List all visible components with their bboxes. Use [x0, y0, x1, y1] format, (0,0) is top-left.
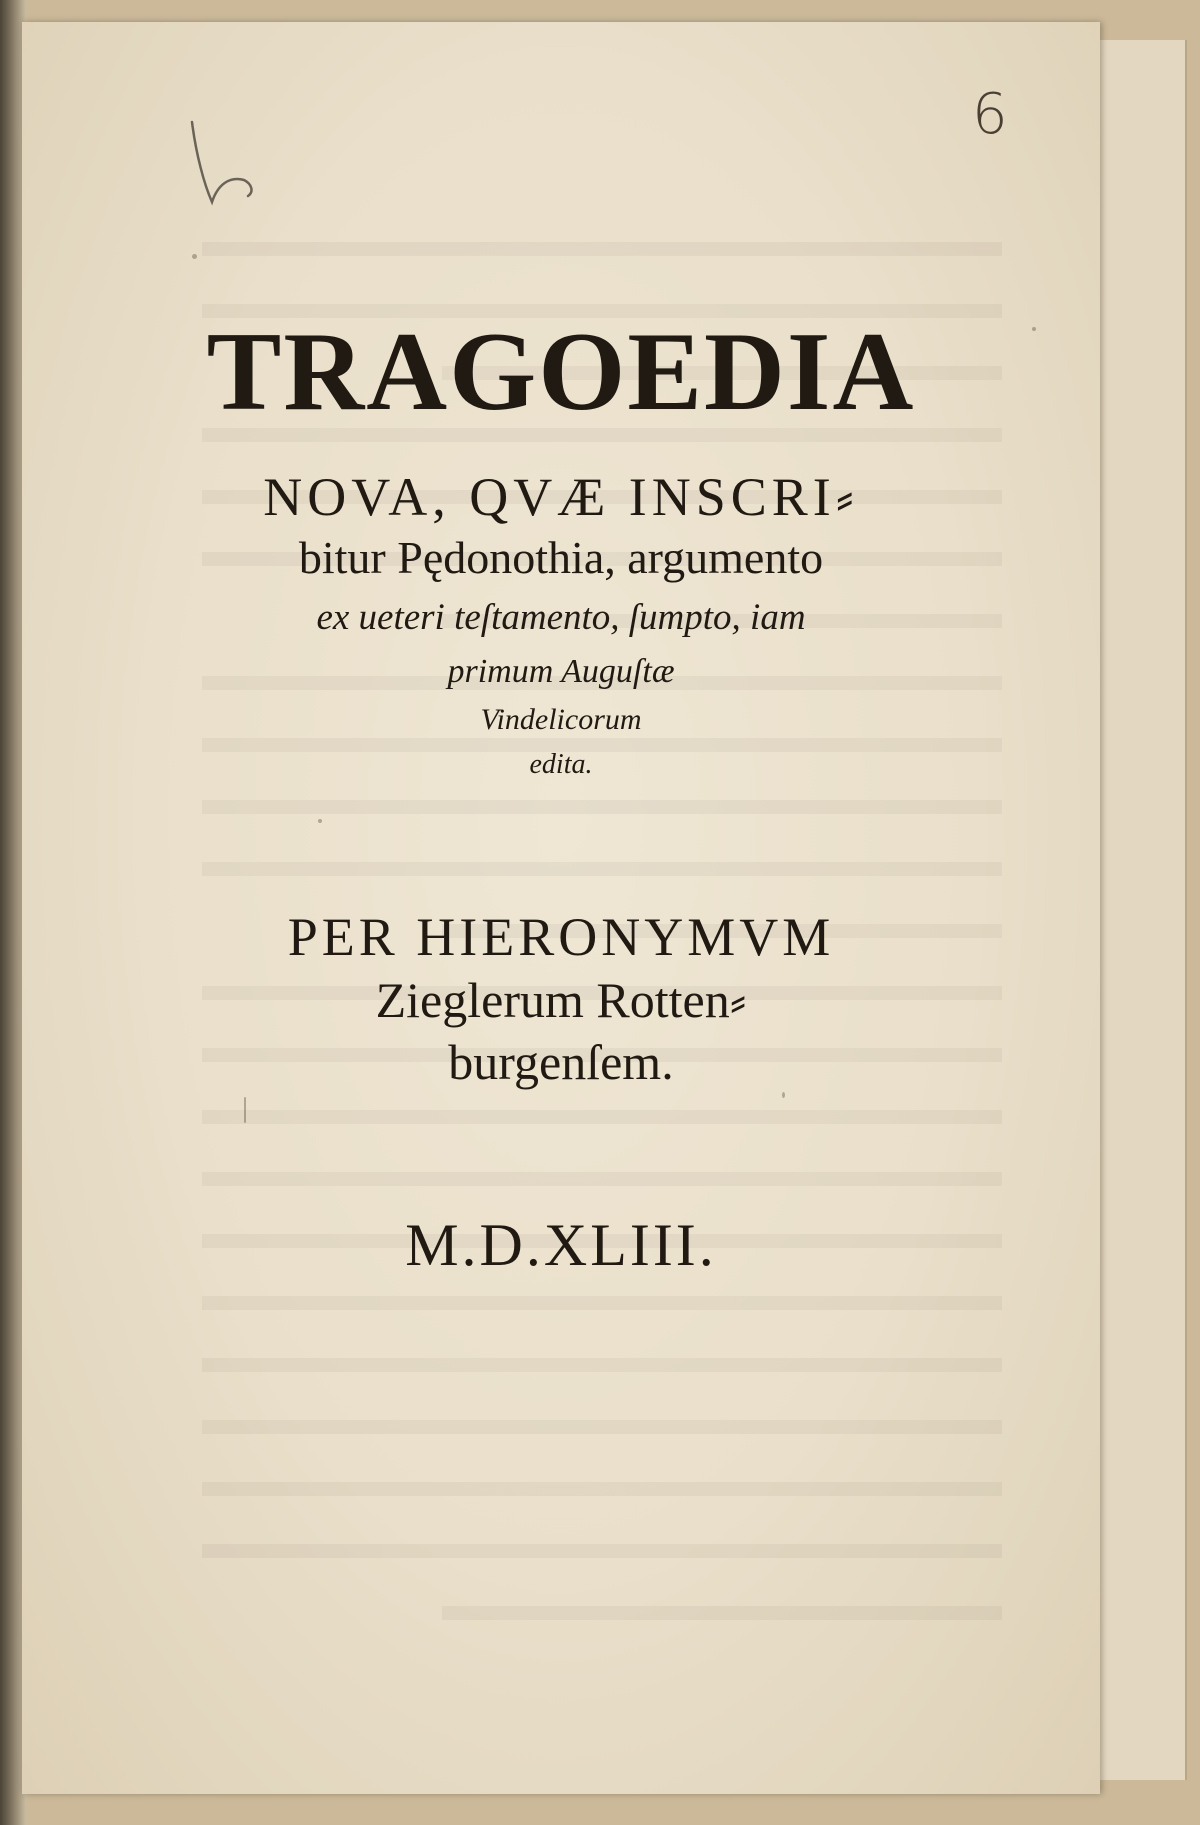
folio-number: 6 — [972, 82, 1008, 147]
subtitle-line-6: edita. — [529, 749, 593, 780]
paper-blemish — [782, 1092, 785, 1098]
paper-blemish — [318, 819, 322, 823]
publication-date: M.D.XLIII. — [405, 1212, 717, 1278]
paper-blemish — [192, 254, 197, 259]
title-page — [22, 22, 1100, 1794]
paper-blemish — [244, 1097, 246, 1123]
paper-blemish — [1032, 327, 1036, 331]
subtitle-line-1: NOVA, QVÆ INSCRI⸗ — [263, 467, 859, 527]
author-line-2: Zieglerum Rotten⸗ — [375, 972, 747, 1028]
subtitle-line-5: Vindelicorum — [480, 703, 642, 736]
subtitle-line-4: primum Auguſtæ — [447, 653, 675, 690]
author-line-3: burgenſem. — [448, 1034, 674, 1090]
author-line-1: PER HIERONYMVM — [287, 907, 835, 967]
title-block — [22, 22, 1100, 1794]
subtitle-line-3: ex ueteri teſtamento, ſumpto, iam — [316, 597, 806, 638]
subtitle-line-2: bitur Pędonothia, argumento — [298, 532, 824, 583]
main-title: TRAGOEDIA — [206, 310, 916, 434]
